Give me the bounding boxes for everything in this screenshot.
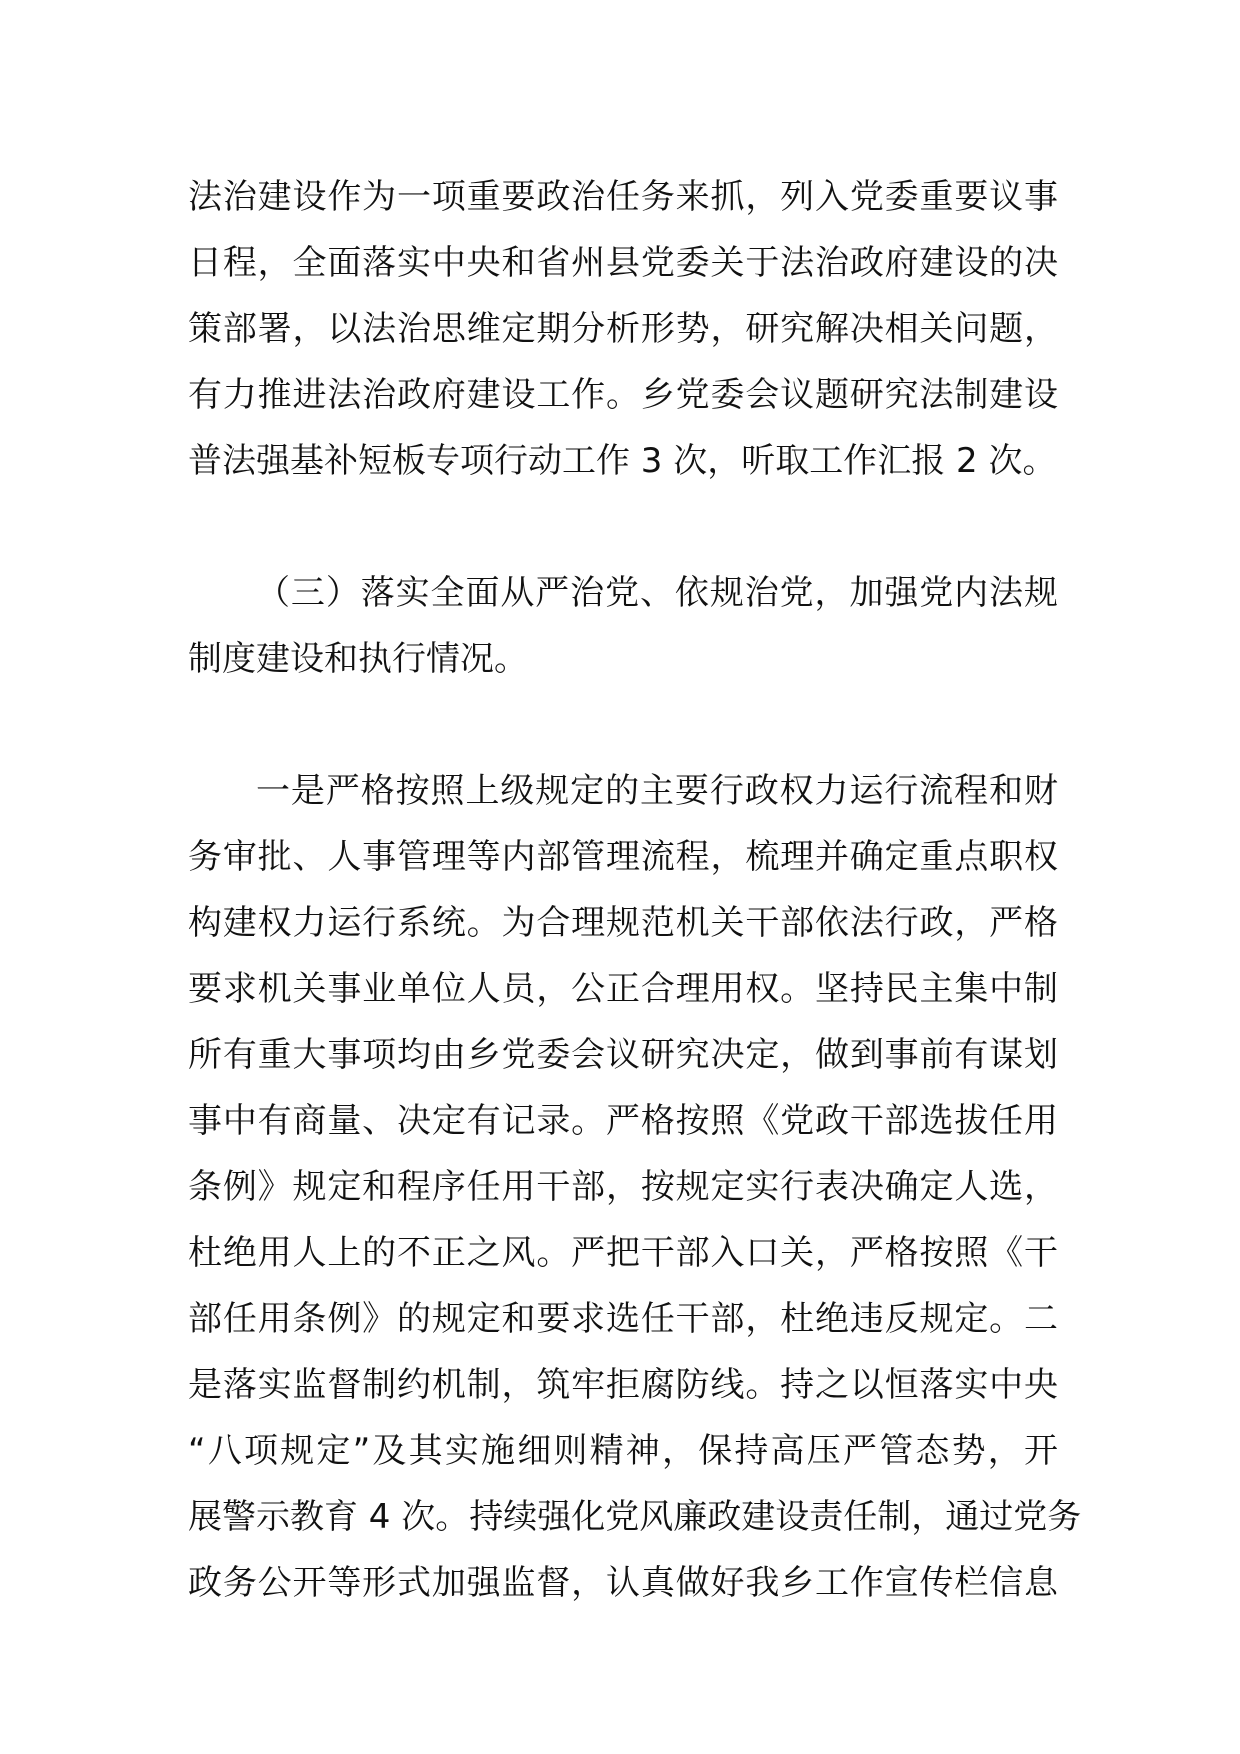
- text-line: 条例》规定和程序任用干部，按规定实行表决确定人选，: [188, 1167, 1058, 1207]
- heading-line: （三）落实全面从严治党、依规治党，加强党内法规: [256, 573, 1058, 613]
- heading-line: 制度建设和执行情况。: [188, 639, 528, 679]
- text-line: 有力推进法治政府建设工作。乡党委会议题研究法制建设: [188, 375, 1058, 415]
- text-line: 展警示教育 4 次。持续强化党风廉政建设责任制，通过党务: [188, 1497, 1082, 1537]
- paragraph-rule-of-law: [188, 164, 1058, 494]
- text-line: 是落实监督制约机制，筑牢拒腐防线。持之以恒落实中央: [188, 1365, 1058, 1405]
- text-line: 务审批、人事管理等内部管理流程，梳理并确定重点职权: [188, 837, 1058, 877]
- text-line: 一是严格按照上级规定的主要行政权力运行流程和财: [256, 771, 1058, 811]
- text-line: 政务公开等形式加强监督，认真做好我乡工作宣传栏信息: [188, 1563, 1058, 1603]
- text-line: 构建权力运行系统。为合理规范机关干部依法行政，严格: [188, 903, 1058, 943]
- text-line: 事中有商量、决定有记录。严格按照《党政干部选拔任用: [188, 1101, 1058, 1141]
- text-line: [188, 1616, 1058, 1682]
- section-heading-three: [188, 560, 1058, 692]
- text-line: “八项规定”及其实施细则精神，保持高压严管态势，开: [188, 1431, 1058, 1471]
- text-line: 日程，全面落实中央和省州县党委关于法治政府建设的决: [188, 243, 1058, 283]
- paragraph-power-operation: [188, 758, 1082, 1682]
- text-line: 部任用条例》的规定和要求选任干部，杜绝违反规定。二: [188, 1299, 1058, 1339]
- text-line: 所有重大事项均由乡党委会议研究决定，做到事前有谋划: [188, 1035, 1058, 1075]
- text-line: 策部署，以法治思维定期分析形势，研究解决相关问题，: [188, 309, 1058, 349]
- text-line: 要求机关事业单位人员，公正合理用权。坚持民主集中制: [188, 969, 1058, 1009]
- text-line: 普法强基补短板专项行动工作 3 次，听取工作汇报 2 次。: [188, 441, 1057, 481]
- text-line: 杜绝用人上的不正之风。严把干部入口关，严格按照《干: [188, 1233, 1058, 1273]
- text-line: 法治建设作为一项重要政治任务来抓，列入党委重要议事: [188, 177, 1058, 217]
